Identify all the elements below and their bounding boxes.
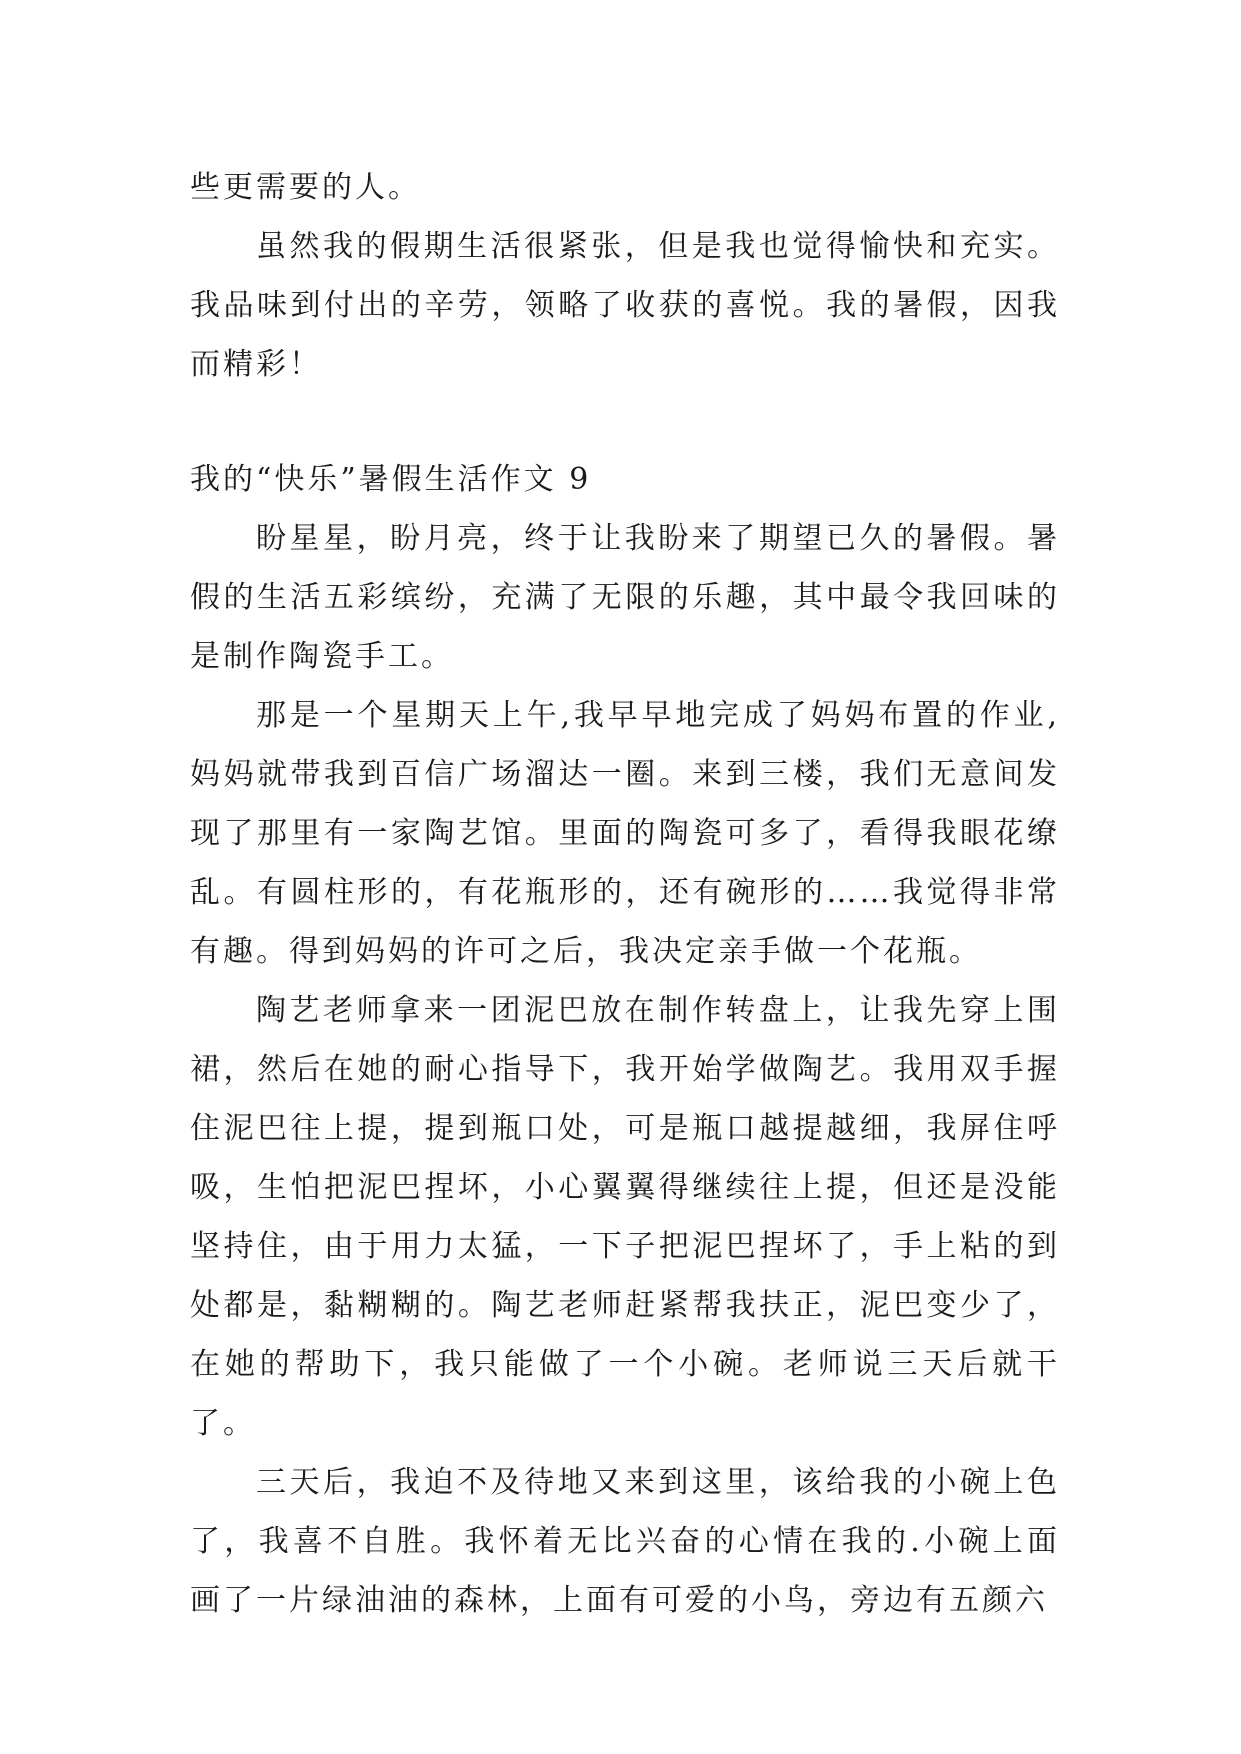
paragraph-intro: 盼星星，盼月亮，终于让我盼来了期望已久的暑假。暑假的生活五彩缤纷，充满了无限的乐趣，其中最令我回味的是制作陶瓷手工。 (190, 521, 1060, 674)
document-body (190, 158, 1060, 1630)
paragraph-continuation: 些更需要的人。 (190, 170, 421, 205)
paragraph-visit: 那是一个星期天上午,我早早地完成了妈妈布置的作业,妈妈就带我到百信广场溜达一圈。来到三楼，我们无意间发现了那里有一家陶艺馆。里面的陶瓷可多了，看得我眼花缭乱。有圆柱形的，有花瓶形的，还有碗形的……我觉得非常有趣。得到妈妈的许可之后，我决定亲手做一个花瓶。 (190, 698, 1060, 969)
paragraph-pottery: 陶艺老师拿来一团泥巴放在制作转盘上，让我先穿上围裙，然后在她的耐心指导下，我开始学做陶艺。我用双手握住泥巴往上提，提到瓶口处，可是瓶口越提越细，我屏住呼吸，生怕把泥巴捏坏，小心翼翼得继续往上提，但还是没能坚持住，由于用力太猛，一下子把泥巴捏坏了，手上粘的到处都是，黏糊糊的。陶艺老师赶紧帮我扶正，泥巴变少了，在她的帮助下，我只能做了一个小碗。老师说三天后就干了。 (190, 993, 1060, 1441)
paragraph-coloring: 三天后，我迫不及待地又来到这里，该给我的小碗上色了，我喜不自胜。我怀着无比兴奋的心情在我的.小碗上面画了一片绿油油的森林，上面有可爱的小鸟，旁边有五颜六 (190, 1465, 1060, 1618)
paragraph-conclusion: 虽然我的假期生活很紧张，但是我也觉得愉快和充实。我品味到付出的辛劳，领略了收获的喜悦。我的暑假，因我而精彩！ (190, 229, 1060, 382)
essay-title: 我的“快乐”暑假生活作文 9 (190, 462, 592, 497)
